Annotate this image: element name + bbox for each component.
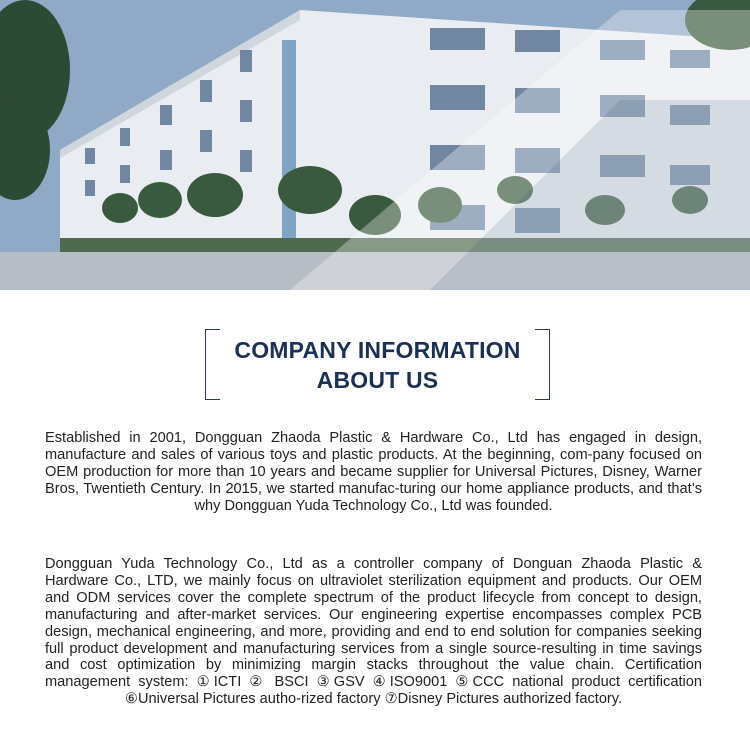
company-services-paragraph: Dongguan Yuda Technology Co., Ltd as a controller company of Donguan Zhaoda Plastic & Hardware Co., LTD, we mainly focus on ultraviolet sterilization equipment and products. Our OEM and ODM services cover the complete spectrum of the product lifecycle from concept to design, manufacturing and after-market services. Our engineering expertise encompasses complex PCB design, mechanical engineering, and more, providing and end to end solution for companies seeking full product development and manufacturing services from a single source-resulting in time savings and cost optimization by minimizing margin stacks throughout the value chain. Certification management system: ①ICTI ② BSCI ③GSV ④ISO9001 ⑤CCC national product certification ⑥Universal Pictures autho-rized factory ⑦Disney Pictures authorized factory. [45, 556, 702, 708]
heading-company-information: COMPANY INFORMATION [234, 337, 521, 363]
company-history-paragraph: Established in 2001, Dongguan Zhaoda Plastic & Hardware Co., Ltd has engaged in design, manufacture and sales of various toys and plastic products. At the beginning, com-pany focused on OEM production for more than 10 years and became supplier for Universal Pictures, Disney, Warner Bros, Twentieth Century. In 2015, we started manufac-turing our home appliance products, and that’s why Dongguan Yuda Technology Co., Ltd was founded. [45, 430, 702, 514]
factory-illustration [0, 0, 750, 290]
section-heading [205, 329, 550, 398]
factory-building-photo [0, 0, 750, 290]
heading-about-us: ABOUT US [316, 367, 439, 393]
